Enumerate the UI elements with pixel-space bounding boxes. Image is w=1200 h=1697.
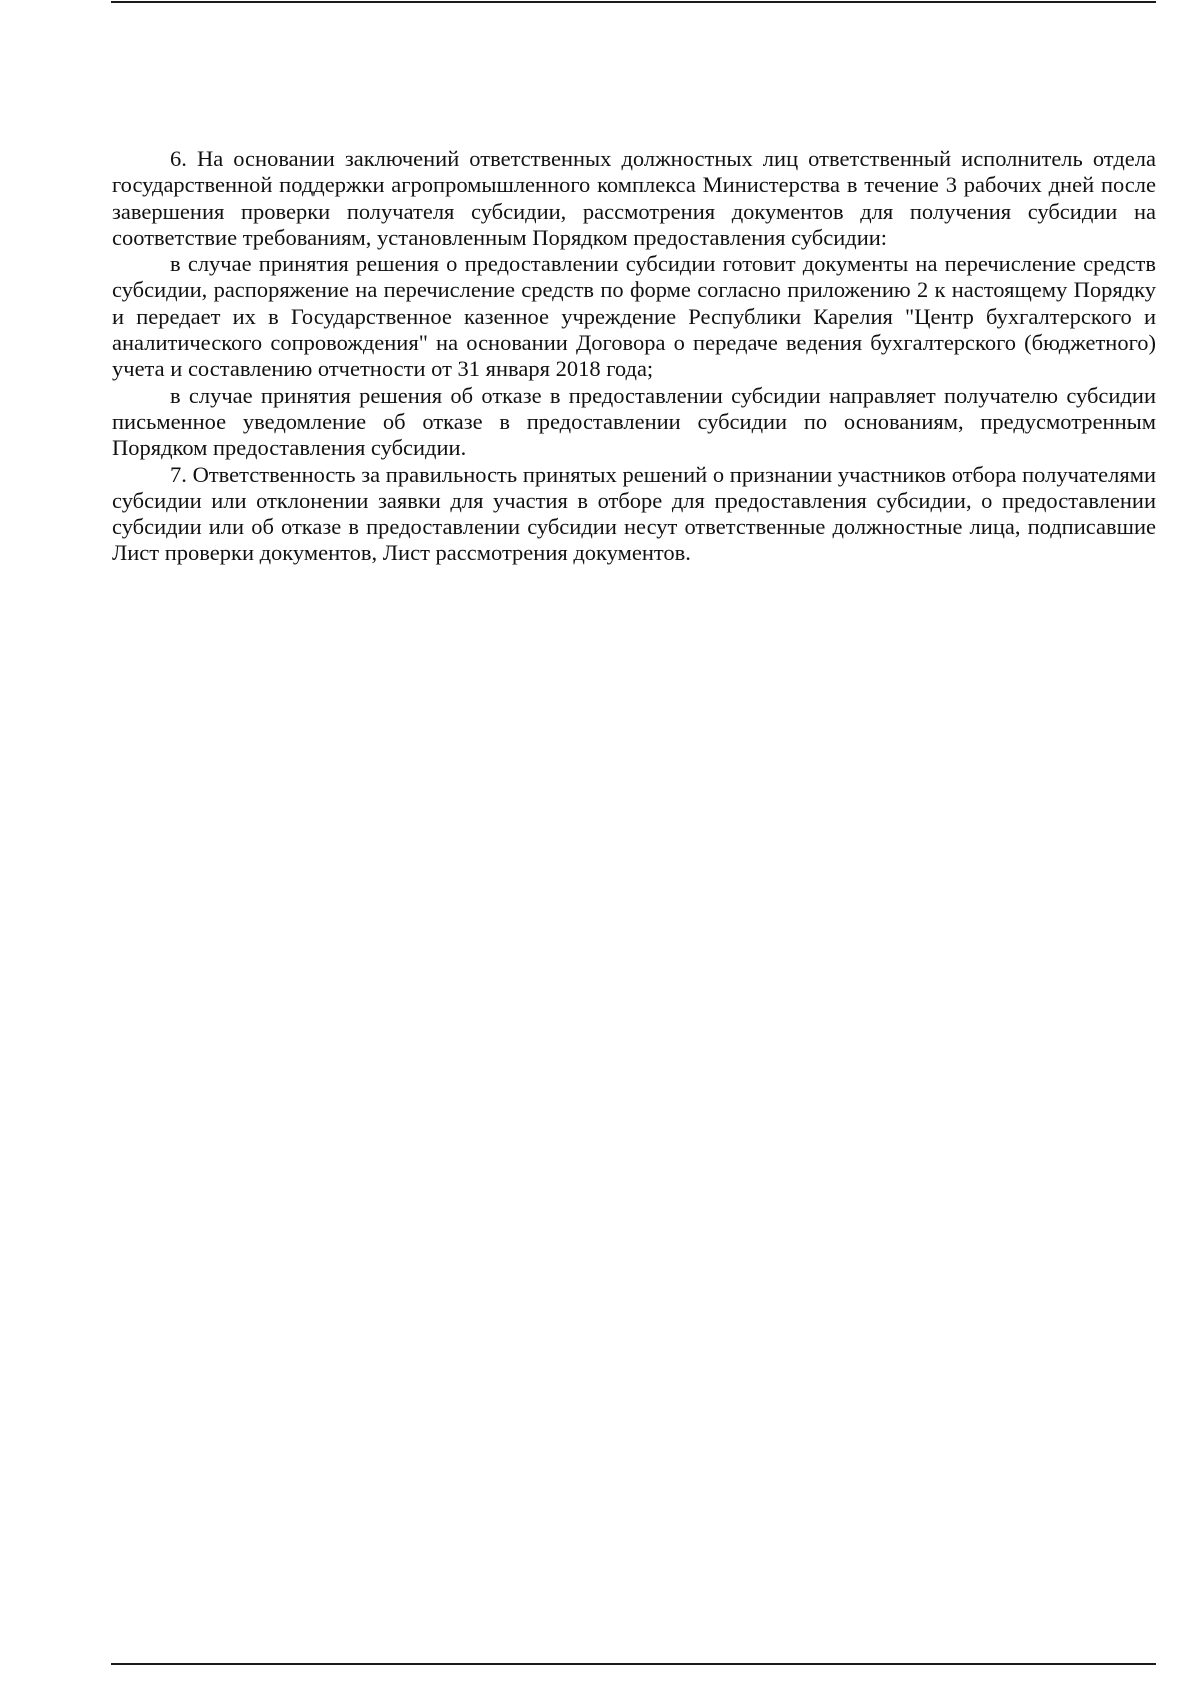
document-body — [112, 146, 1156, 567]
paragraph-6-decision-grant: в случае принятия решения о предоставлении субсидии готовит документы на перечисление средств субсидии, распоряжение на перечисление средств по форме согласно приложению 2 к настоящему Порядку и передает их в Государственное казенное учреждение Республики Карелия "Центр бухгалтерского и аналитического сопровождения" на основании Договора о передаче ведения бухгалтерского (бюджетного) учета и составлению отчетности от 31 января 2018 года; — [112, 251, 1156, 382]
top-rule — [111, 1, 1156, 3]
paragraph-6: 6. На основании заключений ответственных должностных лиц ответственный исполнитель отдела государственной поддержки агропромышленного комплекса Министерства в течение 3 рабочих дней после завершения проверки получателя субсидии, рассмотрения документов для получения субсидии на соответствие требованиям, установленным Порядком предоставления субсидии: — [112, 146, 1156, 250]
bottom-rule — [111, 1663, 1156, 1665]
paragraph-6-decision-refusal: в случае принятия решения об отказе в предоставлении субсидии направляет получателю субсидии письменное уведомление об отказе в предоставлении субсидии по основаниям, предусмотренным Порядком предоставления субсидии. — [112, 382, 1156, 461]
paragraph-7: 7. Ответственность за правильность принятых решений о признании участников отбора получателями субсидии или отклонении заявки для участия в отборе для предоставления субсидии, о предоставлении субсидии или об отказе в предоставлении субсидии несут ответственные должностные лица, подписавшие Лист проверки документов, Лист рассмотрения документов. — [112, 461, 1156, 566]
